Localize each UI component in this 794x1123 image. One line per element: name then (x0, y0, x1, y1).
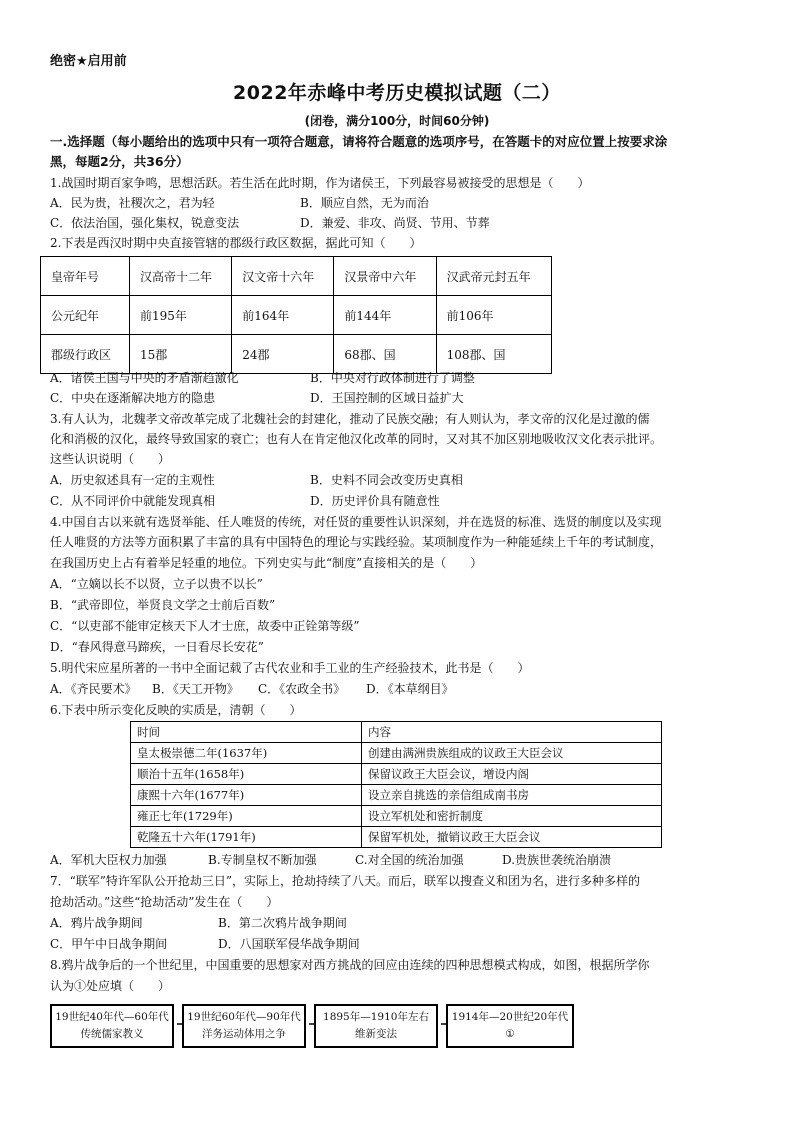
flow-box-2 (182, 1004, 306, 1048)
q6-data-table (130, 721, 662, 848)
q1-option-b: B．顺应自然，无为而治 (300, 196, 429, 210)
flow-box-period: 1914年—20世纪20年代 (451, 1011, 569, 1023)
table-row (131, 785, 662, 806)
q7-option-a: A．鸦片战争期间 (50, 916, 143, 930)
q6-option-a: A．军机大臣权力加强 (50, 853, 167, 867)
q4-option-c: C．“以吏部不能审定核天下人才士庶，故委中正铨第等级” (50, 619, 360, 633)
table-cell: 108郡、国 (436, 335, 551, 374)
table-row (131, 764, 662, 785)
table-cell: 公元纪年 (41, 296, 130, 335)
table-cell: 汉高帝十二年 (130, 257, 232, 296)
q3-option-a: A．历史叙述具有一定的主观性 (50, 473, 215, 487)
q3-option-b: B．史料不同会改变历史真相 (310, 473, 463, 487)
flow-box-label: ① (505, 1028, 515, 1040)
q7-option-b: B．第二次鸦片战争期间 (218, 916, 347, 930)
table-row (131, 806, 662, 827)
table-cell: 保留军机处，撤销议政王大臣会议 (362, 827, 662, 848)
table-cell: 皇太极崇德二年(1637年) (131, 743, 362, 764)
flow-box-period: 19世纪60年代—90年代 (187, 1011, 301, 1023)
table-cell: 前195年 (130, 296, 232, 335)
question-8-line1: 8.鸦片战争后的一个世纪里，中国重要的思想家对西方挑战的回应由连续的四种思想模式构成，如图，根据所学你 (50, 958, 650, 972)
q3-option-d: D．历史评价具有随意性 (310, 494, 440, 508)
question-5-stem: 5.明代宋应星所著的一书中全面记载了古代农业和手工业的生产经验技术，此书是（ ） (50, 661, 530, 675)
table-cell: 24郡 (232, 335, 334, 374)
table-cell: 前164年 (232, 296, 334, 335)
question-6-stem: 6.下表中所示变化反映的实质是，清朝（ ） (50, 703, 302, 717)
q6-option-d: D.贵族世袭统治崩溃 (502, 853, 612, 867)
q6-option-c: C.对全国的统治加强 (355, 853, 464, 867)
q2-option-b: B．中央对行政体制进行了调整 (310, 371, 475, 385)
question-4-line2: 任人唯贤的方法等方面积累了丰富的具有中国特色的理论与实践经验。某项制度作为一种能延续上千年的考试制度， (50, 535, 663, 549)
table-cell: 创建由满洲贵族组成的议政王大臣会议 (362, 743, 662, 764)
q4-option-d: D．“春风得意马蹄疾，一日看尽长安花” (50, 640, 264, 654)
table-cell: 汉景帝中六年 (334, 257, 436, 296)
q2-option-d: D．王国控制的区域日益扩大 (310, 391, 464, 405)
question-3-line3: 这些认识说明（ ） (50, 452, 171, 466)
q5-option-a: A．《齐民要术》 (50, 682, 137, 696)
q4-option-a: A．“立嫡以长不以贤，立子以贵不以长” (50, 577, 263, 591)
q2-data-table (40, 256, 552, 374)
question-7-line2: 抢劫活动。”这些“抢劫活动”发生在（ ） (50, 895, 279, 909)
flow-box-label: 维新变法 (355, 1028, 397, 1040)
page-title: 2022年赤峰中考历史模拟试题（二） (233, 82, 561, 104)
question-7-line1: 7．“联军”特许军队公开抢劫三日”，实际上，抢劫持续了八天。而后，联军以搜查义和团为名，进行多种多样的 (50, 874, 641, 888)
table-cell: 顺治十五年(1658年) (131, 764, 362, 785)
q5-option-b: B．《天工开物》 (152, 682, 239, 696)
table-cell: 汉武帝元封五年 (436, 257, 551, 296)
table-cell: 乾隆五十六年(1791年) (131, 827, 362, 848)
question-4-line3: 在我国历史上占有着举足轻重的地位。下列史实与此“制度”直接相关的是（ ） (50, 556, 483, 570)
table-cell: 汉文帝十六年 (232, 257, 334, 296)
flow-box-label: 传统儒家教义 (80, 1028, 144, 1040)
question-2-stem: 2.下表是西汉时期中央直接管辖的郡级行政区数据，据此可知（ ） (50, 236, 422, 250)
table-cell: 保留议政王大臣会议，增设内阁 (362, 764, 662, 785)
section-heading: 一.选择题（每小题给出的选项中只有一项符合题意，请将符合题意的选项序号，在答题卡的对应位置上按要求涂 (50, 134, 668, 149)
flow-box-1 (50, 1004, 174, 1048)
table-row (131, 743, 662, 764)
flow-box-period: 1895年—1910年左右 (323, 1011, 429, 1023)
table-cell: 雍正七年(1729年) (131, 806, 362, 827)
table-cell: 前106年 (436, 296, 551, 335)
q5-option-c: C．《农政全书》 (258, 682, 346, 696)
q1-option-c: C．依法治国，强化集权，锐意变法 (50, 216, 240, 230)
table-cell: 15郡 (130, 335, 232, 374)
q2-option-c: C．中央在逐渐解决地方的隐患 (50, 391, 216, 405)
table-cell: 时间 (131, 722, 362, 743)
flow-box-4 (446, 1004, 574, 1048)
q7-option-c: C．甲午中日战争期间 (50, 937, 168, 951)
question-4-line1: 4.中国自古以来就有选贤举能、任人唯贤的传统，对任贤的重要性认识深刻，并在选贤的标准、选贤的制度以及实现 (50, 515, 662, 529)
table-cell: 郡级行政区 (41, 335, 130, 374)
table-cell: 前144年 (334, 296, 436, 335)
flow-box-period: 19世纪40年代—60年代 (55, 1011, 169, 1023)
question-8-line2: 认为①处应填（ ） (50, 979, 171, 993)
table-cell: 皇帝年号 (41, 257, 130, 296)
flow-box-label: 洋务运动体用之争 (202, 1028, 286, 1040)
q4-option-b: B．“武帝即位，举贤良文学之士前后百数” (50, 598, 276, 612)
table-cell: 内容 (362, 722, 662, 743)
q7-option-d: D．八国联军侵华战争期间 (218, 937, 360, 951)
q2-option-a: A．诸侯王国与中央的矛盾渐趋激化 (50, 371, 239, 385)
table-row (41, 296, 552, 335)
exam-info: (闭卷，满分100分，时间60分钟) (304, 114, 490, 128)
flow-box-3 (314, 1004, 438, 1048)
q1-option-a: A．民为贵，社稷次之，君为轻 (50, 196, 215, 210)
question-3-line1: 3.有人认为，北魏孝文帝改革完成了北魏社会的封建化，推动了民族交融；有人则认为，孝文帝的汉化是过激的儒 (50, 412, 650, 426)
q6-option-b: B.专制皇权不断加强 (208, 853, 317, 867)
question-3-line2: 化和消极的汉化，最终导致国家的衰亡；也有人在肯定他汉化改革的同时，又对其不加区别地吸收汉文化表示批评。 (50, 432, 663, 446)
q5-option-d: D．《本草纲目》 (366, 682, 454, 696)
table-row (131, 827, 662, 848)
table-cell: 康熙十六年(1677年) (131, 785, 362, 806)
table-row (41, 257, 552, 296)
question-1-stem: 1.战国时期百家争鸣，思想活跃。若生活在此时期，作为诸侯王，下列最容易被接受的思想是（ ） (50, 176, 590, 190)
table-cell: 设立亲自挑选的亲信组成南书房 (362, 785, 662, 806)
q1-option-d: D．兼爱、非攻、尚贤、节用、节葬 (300, 216, 490, 230)
q3-option-c: C．从不同评价中就能发现真相 (50, 494, 216, 508)
section-heading-cont: 黑，每题2分，共36分） (50, 154, 189, 169)
table-row (41, 335, 552, 374)
table-row (131, 722, 662, 743)
table-cell: 68郡、国 (334, 335, 436, 374)
table-cell: 设立军机处和密折制度 (362, 806, 662, 827)
secret-label: 绝密★启用前 (50, 54, 127, 69)
